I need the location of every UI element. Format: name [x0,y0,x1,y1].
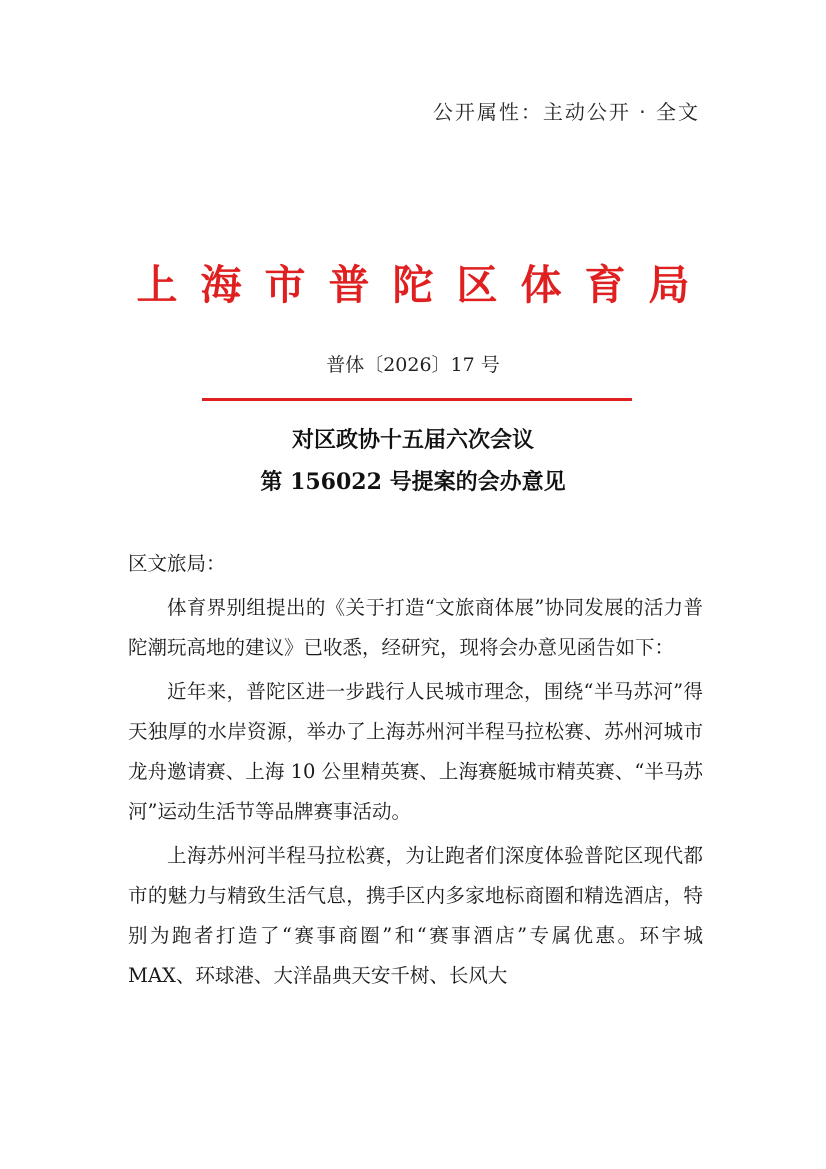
document-title-line-1: 对区政协十五届六次会议 [291,427,534,453]
document-body [128,544,703,996]
body-paragraph-1: 体育界别组提出的《关于打造“文旅商体展”协同发展的活力普陀潮玩高地的建议》已收悉，经研究，现将会办意见函告如下： [128,596,703,659]
document-title-line-2: 第 156022 号提案的会办意见 [260,469,566,495]
issuing-agency-heading: 上海市普陀区体育局 [136,261,713,309]
red-separator-line [202,398,632,401]
body-paragraph-2: 近年来，普陀区进一步践行人民城市理念，围绕“半马苏河”得天独厚的水岸资源，举办了上海苏州河半程马拉松赛、苏州河城市龙舟邀请赛、上海 10 公里精英赛、上海赛艇城市精英赛、“半马苏河”运动生活节等品牌赛事活动。 [128,680,703,823]
body-paragraph-3: 上海苏州河半程马拉松赛，为让跑者们深度体验普陀区现代都市的魅力与精致生活气息，携手区内多家地标商圈和精选酒店，特别为跑者打造了“赛事商圈”和“赛事酒店”专属优惠。环宇城 MAX、环球港、大洋晶典天安千树、长风大 [128,844,703,987]
document-number: 普体〔2026〕17 号 [326,354,500,376]
addressee: 区文旅局： [128,552,226,575]
disclosure-attribute: 公开属性：主动公开 · 全文 [432,100,700,124]
